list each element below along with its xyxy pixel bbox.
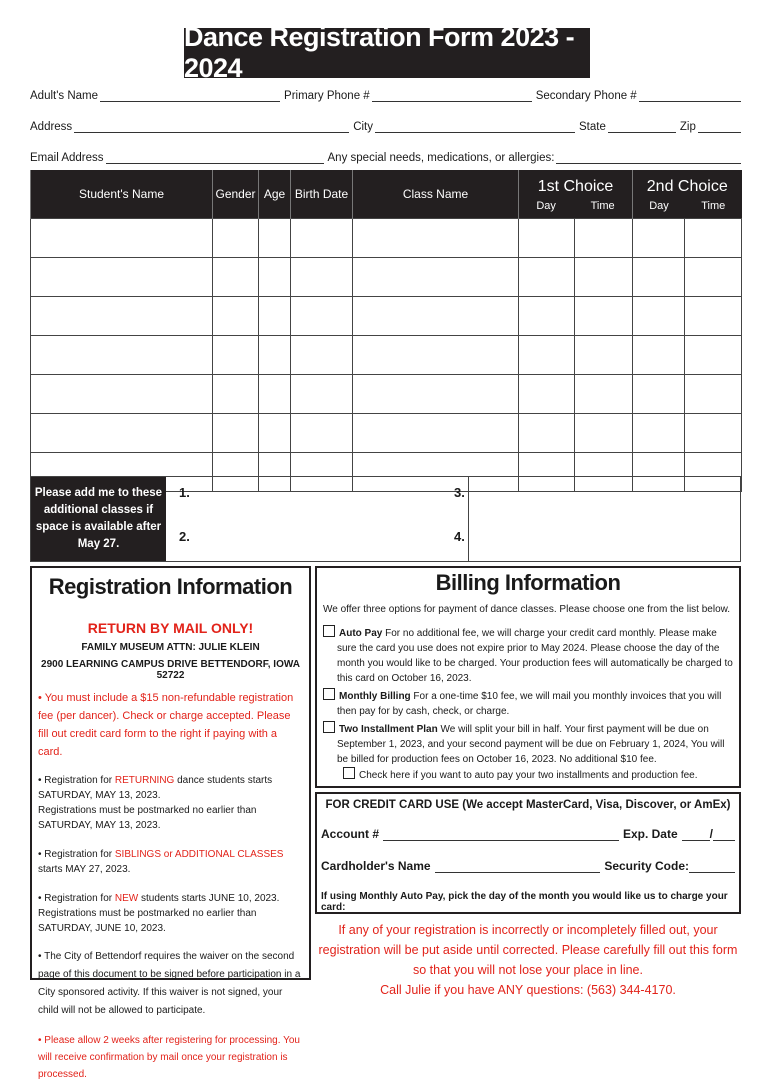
address-label: Address: [30, 121, 73, 133]
table-cell[interactable]: [353, 375, 519, 414]
additional-class-2[interactable]: 2.: [179, 529, 190, 544]
primary-phone-label: Primary Phone #: [284, 90, 370, 102]
table-cell[interactable]: [213, 375, 259, 414]
table-row: [31, 414, 742, 453]
table-cell[interactable]: [213, 414, 259, 453]
table-cell[interactable]: [291, 375, 353, 414]
registration-title: Registration Information: [48, 574, 293, 599]
state-field[interactable]: [608, 121, 676, 133]
email-label: Email Address: [30, 152, 104, 164]
city-field[interactable]: [375, 121, 575, 133]
adult-name-label: Adult's Name: [30, 90, 99, 102]
table-cell[interactable]: [353, 414, 519, 453]
primary-phone-field[interactable]: [372, 90, 532, 102]
billing-intro: We offer three options for payment of dance classes. Please choose one from the list below.: [323, 604, 731, 615]
table-cell[interactable]: [685, 375, 742, 414]
table-row: [31, 297, 742, 336]
table-cell[interactable]: [633, 414, 685, 453]
col-first-choice: [519, 170, 633, 219]
contact-row-2: [30, 121, 741, 133]
second-day-label: Day: [649, 200, 669, 212]
table-cell[interactable]: [291, 414, 353, 453]
table-cell[interactable]: [31, 414, 213, 453]
table-cell[interactable]: [519, 375, 575, 414]
auto-pay-checkbox[interactable]: [323, 625, 335, 637]
first-choice-label: 1st Choice: [537, 178, 614, 195]
second-time-label: Time: [701, 200, 726, 212]
additional-divider: [468, 477, 469, 561]
table-cell[interactable]: [291, 219, 353, 258]
table-cell[interactable]: [259, 258, 291, 297]
table-row: [31, 336, 742, 375]
col-gender: Gender: [213, 170, 259, 219]
exp-year-field[interactable]: [713, 828, 735, 841]
table-cell[interactable]: [213, 258, 259, 297]
monthly-billing-option: Monthly Billing For a one-time $10 fee, we will mail you monthly invoices that you will then pay for by cash, check, or charge.: [317, 688, 739, 719]
billing-title: Billing Information: [435, 570, 621, 595]
footer-note: [315, 920, 741, 1000]
col-birth-date: Birth Date: [291, 170, 353, 219]
first-day-label: Day: [536, 200, 556, 212]
student-table: [30, 170, 742, 492]
table-cell[interactable]: [519, 219, 575, 258]
security-code-field[interactable]: [689, 860, 735, 873]
installment-autopay-checkbox[interactable]: [343, 767, 355, 779]
monthly-billing-checkbox[interactable]: [323, 688, 335, 700]
table-cell[interactable]: [519, 297, 575, 336]
table-cell[interactable]: [31, 375, 213, 414]
auto-pay-option: Auto Pay For no additional fee, we will charge your credit card monthly. Please make sure the card you use does not expire prior to May 2024. Please choose the day of the month you would like to be charged. Your production fees will automatically be charged to this card on October 16, 2023.: [317, 625, 739, 686]
table-cell[interactable]: [353, 336, 519, 375]
special-needs-field[interactable]: [556, 152, 741, 164]
table-cell[interactable]: [291, 297, 353, 336]
table-cell[interactable]: [353, 219, 519, 258]
additional-class-1[interactable]: 1.: [179, 485, 190, 500]
secondary-phone-field[interactable]: [639, 90, 741, 102]
charge-day-label: If using Monthly Auto Pay, pick the day of the month you would like us to charge your card:: [321, 891, 728, 913]
table-cell[interactable]: [213, 219, 259, 258]
waiver-note: • The City of Bettendorf requires the waiver on the second page of this document to be signed before participation in a City sponsored activity. If this waiver is not signed, your child will not be allowed to participate.: [38, 951, 301, 1016]
table-cell[interactable]: [685, 336, 742, 375]
two-installment-option: Two Installment Plan We will split your bill in half. Your first payment will be due on September 1, 2023, and your second payment will be due on February 1, 2024, You will be billed for production fees on October 16, 2023. No additional $10 fee.: [317, 721, 739, 767]
registration-info-box: [30, 566, 311, 1080]
processing-note: • Please allow 2 weeks after registering for processing. You will receive confirmation by mail once your registration is processed.: [38, 1035, 300, 1080]
table-row: [31, 219, 742, 258]
account-field[interactable]: [383, 828, 619, 841]
additional-classes-box: [30, 476, 741, 562]
exp-month-field[interactable]: [682, 828, 710, 841]
cardholder-row: [317, 859, 739, 873]
mail-address: 2900 LEARNING CAMPUS DRIVE BETTENDORF, IOWA 52722: [41, 659, 300, 681]
cardholder-field[interactable]: [435, 860, 601, 873]
additional-class-3[interactable]: 3.: [454, 485, 465, 500]
table-cell[interactable]: [353, 258, 519, 297]
table-cell[interactable]: [519, 258, 575, 297]
account-row: Account # Exp. Date /: [317, 827, 739, 841]
table-cell[interactable]: [575, 219, 633, 258]
table-cell[interactable]: [31, 219, 213, 258]
credit-card-title: FOR CREDIT CARD USE (We accept MasterCard, Visa, Discover, or AmEx): [325, 799, 731, 811]
table-cell[interactable]: [575, 258, 633, 297]
additional-class-4[interactable]: 4.: [454, 529, 465, 544]
table-cell[interactable]: [685, 414, 742, 453]
siblings-note: • Registration for SIBLINGS or ADDITIONAL CLASSES starts MAY 27, 2023.: [38, 849, 284, 875]
table-cell[interactable]: [685, 297, 742, 336]
table-cell[interactable]: [685, 219, 742, 258]
table-row: [31, 375, 742, 414]
charge-day-row: [317, 891, 739, 913]
zip-label: Zip: [679, 121, 696, 133]
table-cell[interactable]: [519, 336, 575, 375]
table-cell[interactable]: [259, 375, 291, 414]
table-cell[interactable]: [259, 414, 291, 453]
new-students-note: • Registration for NEW students starts JUNE 10, 2023. Registrations must be postmarked no earlier than SATURDAY, JUNE 10, 2023.: [38, 893, 280, 934]
table-cell[interactable]: [633, 336, 685, 375]
table-cell[interactable]: [575, 336, 633, 375]
special-needs-label: Any special needs, medications, or allergies:: [327, 152, 555, 164]
secondary-phone-label: Secondary Phone #: [535, 90, 637, 102]
address-field[interactable]: [74, 121, 349, 133]
footer-contact: Call Julie if you have ANY questions: (563) 344-4170.: [380, 983, 676, 997]
table-cell[interactable]: [259, 219, 291, 258]
col-age: Age: [259, 170, 291, 219]
email-field[interactable]: [106, 152, 324, 164]
table-row: [31, 258, 742, 297]
billing-info-box: [315, 566, 741, 788]
contact-row-1: [30, 90, 741, 102]
table-cell[interactable]: [31, 336, 213, 375]
table-cell[interactable]: [291, 258, 353, 297]
first-time-label: Time: [590, 200, 615, 212]
table-cell[interactable]: [575, 297, 633, 336]
col-class-name: Class Name: [353, 170, 519, 219]
adult-name-field[interactable]: [100, 90, 280, 102]
returning-note: • Registration for RETURNING dance students starts SATURDAY, MAY 13, 2023. Registrations must be postmarked no earlier than SATURDAY, MAY 13, 2023.: [38, 775, 273, 831]
student-rows: [31, 219, 742, 492]
table-cell[interactable]: [259, 297, 291, 336]
security-code-label: Security Code:: [604, 859, 689, 873]
table-cell[interactable]: [633, 219, 685, 258]
table-cell[interactable]: [213, 297, 259, 336]
two-installment-checkbox[interactable]: [323, 721, 335, 733]
table-cell[interactable]: [633, 375, 685, 414]
form-title: Dance Registration Form 2023 - 2024: [184, 28, 590, 78]
col-second-choice: [633, 170, 742, 219]
credit-card-box: [315, 792, 741, 914]
table-cell[interactable]: [575, 414, 633, 453]
additional-classes-note: Please add me to these additional classes if space is available after May 27.: [31, 477, 166, 561]
table-cell[interactable]: [213, 336, 259, 375]
col-student-name: Student's Name: [31, 170, 213, 219]
table-cell[interactable]: [519, 414, 575, 453]
table-cell[interactable]: [259, 336, 291, 375]
table-cell[interactable]: [685, 258, 742, 297]
table-cell[interactable]: [31, 297, 213, 336]
table-cell[interactable]: [633, 258, 685, 297]
fee-note: • You must include a $15 non-refundable registration fee (per dancer). Check or charge accepted. Please fill out credit card form to the right if paying with a card.: [38, 692, 294, 758]
state-label: State: [579, 121, 606, 133]
return-by-mail: RETURN BY MAIL ONLY!: [87, 620, 254, 636]
cardholder-label: Cardholder's Name: [321, 859, 431, 873]
table-cell[interactable]: [633, 297, 685, 336]
table-header-row: [31, 170, 742, 219]
table-cell[interactable]: [353, 297, 519, 336]
city-label: City: [353, 121, 373, 133]
table-cell[interactable]: [291, 336, 353, 375]
contact-row-3: [30, 152, 741, 164]
exp-date-label: Exp. Date: [622, 827, 678, 841]
mail-attn: FAMILY MUSEUM ATTN: JULIE KLEIN: [81, 642, 260, 653]
installment-autopay-option: Check here if you want to auto pay your two installments and production fee.: [317, 767, 739, 783]
account-label: Account #: [321, 827, 380, 841]
second-choice-label: 2nd Choice: [646, 178, 728, 195]
table-cell[interactable]: [31, 258, 213, 297]
table-cell[interactable]: [575, 375, 633, 414]
footer-warning: If any of your registration is incorrectly or incompletely filled out, your registration will be put aside until corrected. Please carefully fill out this form so that you will not lose your place in line.: [318, 923, 738, 977]
zip-field[interactable]: [698, 121, 741, 133]
